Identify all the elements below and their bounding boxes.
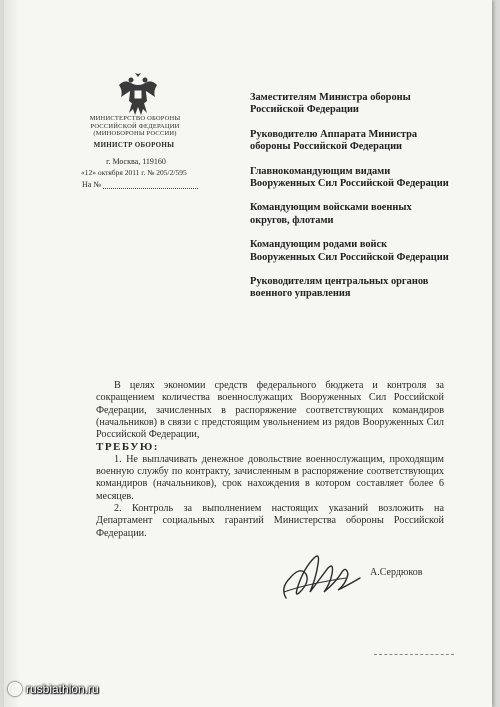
date-number-line: «12» октября 2011 г. № 205/2/595: [81, 168, 187, 177]
ministry-name: [76, 115, 194, 138]
recipient: Руководителям центральных органов военного управления: [250, 276, 429, 300]
recipient: Руководителю Аппарата Министра обороны Российской Федерации: [250, 128, 418, 153]
signer-name: А.Сердюков: [370, 567, 423, 578]
ministry-line: МИНИСТЕРСТВО ОБОРОНЫ: [89, 115, 181, 122]
ministry-line: РОССИЙСКОЙ ФЕДЕРАЦИИ: [90, 122, 180, 130]
recipient: Командующим войсками военных округов, флотами: [250, 202, 412, 226]
item-2: 2. Контроль за выполнением настоящих указаний возложить на Департамент социальных гарантий Министерства обороны Российской Федерации.: [96, 502, 444, 539]
document-page: [4, 0, 492, 707]
city-address: г. Москва, 119160: [106, 157, 166, 166]
scan-marks: [374, 654, 454, 655]
blank-line: [103, 181, 198, 189]
reference-number-label: На №: [82, 180, 101, 189]
ministry-title: МИНИСТР ОБОРОНЫ: [93, 141, 175, 149]
recipient: Заместителям Министра обороны Российской Федерации: [250, 92, 411, 116]
document-body: [96, 380, 444, 540]
reference-number-line: [82, 180, 212, 189]
demand-heading: ТРЕБУЮ:: [96, 441, 159, 454]
handwritten-signature: [276, 548, 366, 606]
recipient: Главнокомандующим видами Вооруженных Сил Российской Федерации: [250, 165, 449, 190]
coat-of-arms-icon: [117, 71, 159, 117]
scan-edge: [4, 0, 18, 707]
intro-paragraph: В целях экономии средств федерального бюджета и контроля за сокращением количества военнослужащих Вооруженных Сил Российской Федерации, зачисленных в распоряжение соответствующих командиров (начальников) в связи с предстоящим увольнением из рядов Вооруженных Сил Российской Федерации,: [96, 380, 444, 441]
recipients-list: [250, 92, 450, 313]
item-1: 1. Не выплачивать денежное довольствие военнослужащим, проходящим военную службу по контракту, зачисленным в распоряжение соответствующих командиров (начальников), срок нахождения в котором составляет более 6 месяцев.: [96, 453, 444, 502]
site-watermark: [8, 680, 99, 698]
ministry-line: (МИНОБОРОНЫ РОССИИ): [93, 130, 177, 137]
watermark-text: rusbiathlon.ru: [26, 682, 99, 696]
recipient: Командующим родами войск Вооруженных Сил Российской Федерации: [250, 239, 449, 263]
copyright-icon: [8, 682, 22, 696]
